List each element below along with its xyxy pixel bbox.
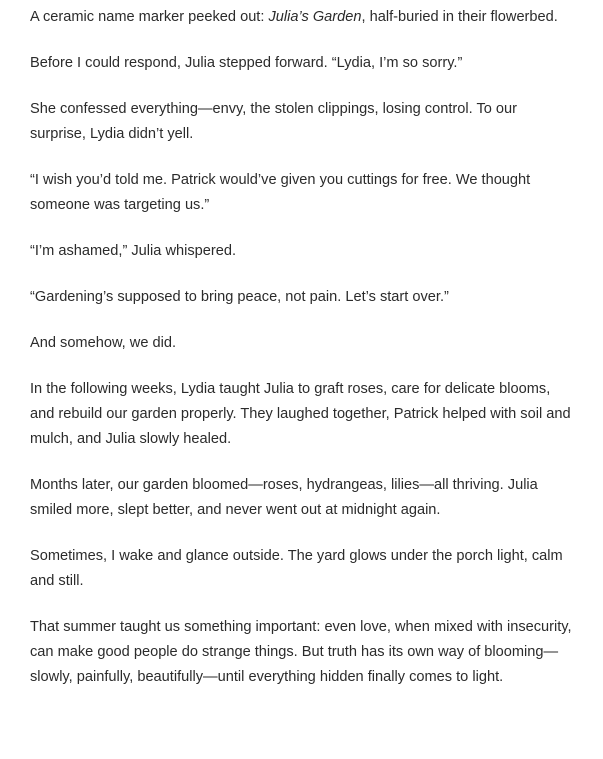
- story-paragraph: Sometimes, I wake and glance outside. The yard glows under the porch light, calm and still.: [30, 548, 563, 589]
- story-paragraph: She confessed everything—envy, the stolen clippings, losing control. To our surprise, Lydia didn’t yell.: [30, 101, 518, 142]
- story-paragraph: That summer taught us something important: even love, when mixed with insecurity, can make good people do strange things. But truth has its own way of blooming—slowly, painfully, beautifully—until everything hidden finally comes to light.: [30, 619, 572, 685]
- story-paragraph: “I wish you’d told me. Patrick would’ve given you cuttings for free. We thought someone was targeting us.”: [30, 172, 531, 213]
- story-paragraph: Before I could respond, Julia stepped forward. “Lydia, I’m so sorry.”: [30, 55, 463, 71]
- story-paragraph: Months later, our garden bloomed—roses, hydrangeas, lilies—all thriving. Julia smiled more, slept better, and never went out at midnight again.: [30, 477, 538, 518]
- story-paragraph: [30, 5, 573, 30]
- story-paragraph: “I’m ashamed,” Julia whispered.: [30, 243, 237, 259]
- story-paragraph: And somehow, we did.: [30, 335, 177, 351]
- garden-name-italic: Julia’s Garden: [268, 9, 362, 25]
- paragraph-text: A ceramic name marker peeked out:: [30, 9, 269, 25]
- story-paragraph: “Gardening’s supposed to bring peace, not pain. Let’s start over.”: [30, 289, 449, 305]
- paragraph-text: , half-buried in their flowerbed.: [361, 9, 558, 25]
- story-paragraph: In the following weeks, Lydia taught Julia to graft roses, care for delicate blooms, and rebuild our garden properly. They laughed together, Patrick helped with soil and mulch, and Julia slowly healed.: [30, 381, 571, 447]
